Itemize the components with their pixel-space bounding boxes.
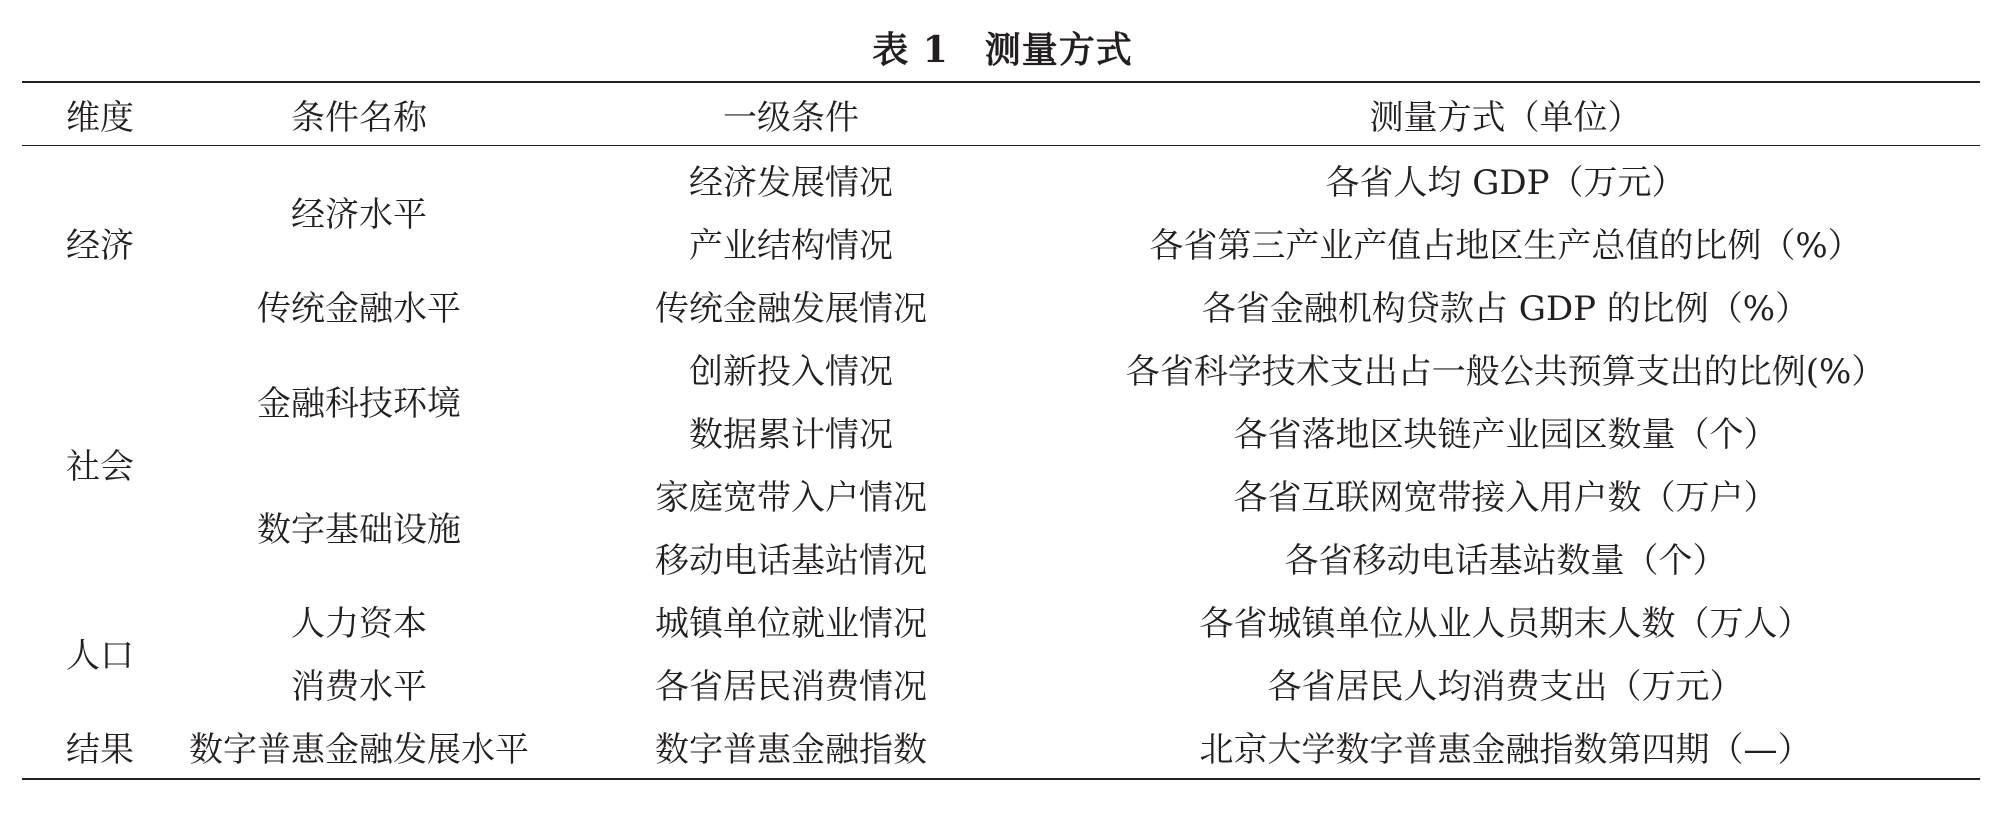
level1-cell: 家庭宽带入户情况 xyxy=(655,478,927,518)
condition-cell: 金融科技环境 xyxy=(257,383,461,424)
level1-cell: 城镇单位就业情况 xyxy=(655,604,927,644)
measure-cell: 各省居民人均消费支出（万元） xyxy=(1267,667,1744,707)
table-row xyxy=(22,715,1980,779)
table-header-row xyxy=(22,82,1980,146)
measure-cell: 各省互联网宽带接入用户数（万户） xyxy=(1233,478,1778,518)
level1-cell: 数字普惠金融指数 xyxy=(551,715,1031,779)
level1-cell: 经济发展情况 xyxy=(689,163,893,203)
condition-cell: 传统金融水平 xyxy=(257,289,461,329)
dimension-cell: 社会 xyxy=(66,446,134,487)
level1-cell: 各省居民消费情况 xyxy=(655,667,927,707)
level1-cell: 传统金融发展情况 xyxy=(655,289,927,329)
header-measurement: 测量方式（单位） xyxy=(1031,82,1980,146)
measure-cell: 北京大学数字普惠金融指数第四期（—） xyxy=(1031,715,1980,779)
condition-cell: 数字基础设施 xyxy=(257,509,461,550)
header-level1-condition: 一级条件 xyxy=(551,82,1031,146)
measure-cell: 各省第三产业产值占地区生产总值的比例（%） xyxy=(1149,226,1862,266)
table-caption xyxy=(0,28,2005,72)
header-dimension: 维度 xyxy=(22,82,167,146)
table-row xyxy=(22,274,1980,337)
level1-cell: 产业结构情况 xyxy=(689,226,893,266)
measure-cell: 各省城镇单位从业人员期末人数（万人） xyxy=(1199,604,1812,644)
table-row xyxy=(22,337,1980,400)
header-condition-name: 条件名称 xyxy=(167,82,551,146)
table-row xyxy=(22,463,1980,526)
measure-cell: 各省科学技术支出占一般公共预算支出的比例(%） xyxy=(1125,352,1886,392)
table-number: 表 1 xyxy=(872,29,949,71)
measurement-table xyxy=(22,81,1980,780)
measure-cell: 各省人均 GDP（万元） xyxy=(1325,163,1686,203)
dimension-cell: 结果 xyxy=(22,715,167,779)
table-row xyxy=(22,652,1980,715)
level1-cell: 创新投入情况 xyxy=(689,352,893,392)
condition-cell: 人力资本 xyxy=(291,604,427,644)
condition-cell: 经济水平 xyxy=(291,194,427,235)
condition-cell: 消费水平 xyxy=(291,667,427,707)
condition-cell: 数字普惠金融发展水平 xyxy=(167,715,551,779)
level1-cell: 数据累计情况 xyxy=(689,415,893,455)
level1-cell: 移动电话基站情况 xyxy=(655,541,927,581)
table-row xyxy=(22,589,1980,652)
dimension-cell: 经济 xyxy=(66,226,134,266)
measure-cell: 各省金融机构贷款占 GDP 的比例（%） xyxy=(1201,289,1810,329)
dimension-cell: 人口 xyxy=(66,635,134,676)
table-title: 测量方式 xyxy=(984,29,1133,71)
table-row xyxy=(22,146,1980,212)
measure-cell: 各省落地区块链产业园区数量（个） xyxy=(1233,415,1778,455)
measure-cell: 各省移动电话基站数量（个） xyxy=(1284,541,1727,581)
